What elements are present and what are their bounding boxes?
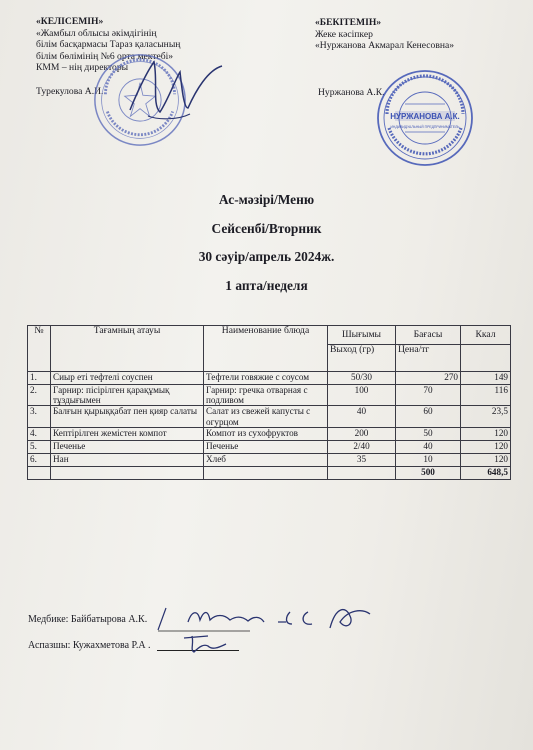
row-kcal: 149 bbox=[461, 372, 511, 385]
right-heading: «БЕКІТЕМІН» bbox=[315, 17, 382, 28]
row-name-kz: Сиыр еті тефтелі соуспен bbox=[51, 372, 204, 385]
stamp-sub-text: ИНДИВИДУАЛЬНЫЙ ПРЕДПРИНИМАТЕЛЬ bbox=[390, 125, 460, 129]
row-kcal: 116 bbox=[461, 385, 511, 406]
row-name-ru: Гарнир: гречка отварная с подливом bbox=[204, 385, 328, 406]
row-price: 70 bbox=[396, 385, 461, 406]
left-line-2: білім басқармасы Тараз қаласының bbox=[36, 39, 181, 51]
table-row bbox=[28, 406, 511, 427]
right-signer: Нуржанова А.К. bbox=[318, 86, 385, 98]
title-menu: Ас-мәзірі/Меню bbox=[218, 192, 315, 207]
row-no: 1. bbox=[28, 372, 51, 385]
col-price-kz: Бағасы bbox=[396, 326, 461, 345]
row-name-ru: Салат из свежей капусты с огурцом bbox=[204, 406, 328, 427]
total-price: 500 bbox=[396, 466, 461, 479]
row-price: 60 bbox=[396, 406, 461, 427]
col-name-ru: Наименование блюда bbox=[204, 326, 328, 372]
right-line-1: Жеке кәсіпкер bbox=[315, 28, 373, 40]
row-kcal: 120 bbox=[461, 440, 511, 453]
col-price-ru: Цена/тг bbox=[396, 345, 461, 372]
table-row bbox=[28, 372, 511, 385]
row-name-ru: Хлеб bbox=[204, 453, 328, 466]
total-empty-4 bbox=[328, 466, 396, 479]
left-line-1: «Жамбыл облысы әкімдігінің bbox=[36, 27, 157, 39]
row-price: 10 bbox=[396, 453, 461, 466]
row-kcal: 120 bbox=[461, 453, 511, 466]
row-name-kz: Нан bbox=[51, 453, 204, 466]
row-no: 4. bbox=[28, 427, 51, 440]
left-heading: «КЕЛІСЕМІН» bbox=[36, 16, 104, 27]
menu-titles bbox=[0, 192, 533, 306]
title-date: 30 сәуір/апрель 2024ж. bbox=[198, 249, 335, 264]
total-empty-3 bbox=[204, 466, 328, 479]
row-price: 50 bbox=[396, 427, 461, 440]
director-signature bbox=[118, 50, 228, 130]
row-no: 6. bbox=[28, 453, 51, 466]
row-name-kz: Балғын қырыққабат пен қияр салаты bbox=[51, 406, 204, 427]
row-yield: 2/40 bbox=[328, 440, 396, 453]
row-no: 5. bbox=[28, 440, 51, 453]
total-empty-1 bbox=[28, 466, 51, 479]
row-kcal: 120 bbox=[461, 427, 511, 440]
row-name-kz: Печенье bbox=[51, 440, 204, 453]
row-yield: 40 bbox=[328, 406, 396, 427]
left-line-4: КММ – нің директоры bbox=[36, 62, 129, 74]
title-week: 1 апта/неделя bbox=[225, 277, 308, 293]
row-price: 40 bbox=[396, 440, 461, 453]
left-line-3: білім бөлімінің №6 орта мектебі» bbox=[36, 50, 174, 62]
col-name-kz: Тағамның атауы bbox=[51, 326, 204, 372]
cook-label: Аспазшы: Кужахметова Р.А . bbox=[28, 640, 151, 651]
title-day: Сейсенбі/Вторник bbox=[211, 220, 322, 236]
entrepreneur-stamp bbox=[375, 68, 475, 168]
row-name-kz: Кептірілген жемістен компот bbox=[51, 427, 204, 440]
table-header-row bbox=[28, 326, 511, 345]
row-name-ru: Печенье bbox=[204, 440, 328, 453]
col-yield-ru: Выход (гр) bbox=[328, 345, 396, 372]
total-kcal: 648,5 bbox=[461, 466, 511, 479]
col-kcal-sub bbox=[461, 345, 511, 372]
row-name-ru: Тефтели говяжие с соусом bbox=[204, 372, 328, 385]
table-row bbox=[28, 427, 511, 440]
cook-handwritten-signature bbox=[178, 628, 238, 656]
row-kcal: 23,5 bbox=[461, 406, 511, 427]
row-yield: 50/30 bbox=[328, 372, 396, 385]
row-yield: 35 bbox=[328, 453, 396, 466]
row-price: 270 bbox=[396, 372, 461, 385]
col-no: № bbox=[28, 326, 51, 372]
row-yield: 200 bbox=[328, 427, 396, 440]
left-signer: Турекулова А.И. bbox=[36, 85, 104, 97]
menu-table bbox=[27, 325, 511, 480]
right-line-2: «Нуржанова Акмарал Кенесовна» bbox=[315, 40, 455, 52]
table-total-row bbox=[28, 466, 511, 479]
col-yield-kz: Шығымы bbox=[328, 326, 396, 345]
row-name-ru: Компот из сухофруктов bbox=[204, 427, 328, 440]
medic-signature-line bbox=[28, 614, 147, 625]
stamp-name-text: НУРЖАНОВА А.К. bbox=[390, 112, 460, 121]
col-kcal: Ккал bbox=[461, 326, 511, 345]
table-row bbox=[28, 385, 511, 406]
total-empty-2 bbox=[51, 466, 204, 479]
row-no: 3. bbox=[28, 406, 51, 427]
medic-label: Медбике: Байбатырова А.К. bbox=[28, 614, 148, 625]
table-row bbox=[28, 453, 511, 466]
row-yield: 100 bbox=[328, 385, 396, 406]
row-no: 2. bbox=[28, 385, 51, 406]
row-name-kz: Гарнир: пісірілген қарақұмық тұздығымен bbox=[51, 385, 204, 406]
table-row bbox=[28, 440, 511, 453]
